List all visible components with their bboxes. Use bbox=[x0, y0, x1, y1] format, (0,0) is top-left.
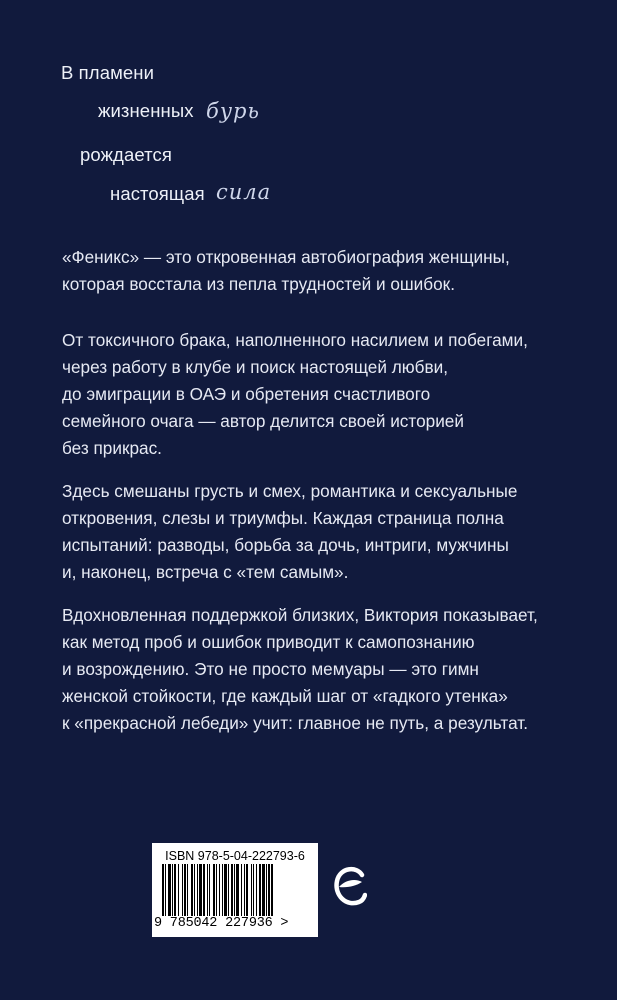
barcode-bar bbox=[191, 864, 193, 916]
publisher-e-logo-icon bbox=[331, 860, 367, 914]
paragraph-1 bbox=[62, 244, 582, 298]
barcode-bar bbox=[207, 864, 208, 916]
barcode-bar bbox=[209, 864, 210, 916]
barcode-bar bbox=[271, 864, 273, 916]
barcode-bar bbox=[194, 864, 195, 916]
paragraph-line: Здесь смешаны грусть и смех, романтика и сексуальные bbox=[62, 481, 518, 501]
tagline-line-3: рождается bbox=[80, 144, 172, 165]
barcode-bar bbox=[178, 864, 179, 916]
paragraph-line: к «прекрасной лебеди» учит: главное не путь, а результат. bbox=[62, 713, 529, 733]
tagline-line-4: настоящая bbox=[110, 183, 205, 204]
barcode-bar bbox=[244, 864, 245, 916]
paragraph-line: и, наконец, встреча с «тем самым». bbox=[62, 562, 349, 582]
barcode-digits: 9 785042 227936 > bbox=[154, 916, 289, 931]
barcode-bar bbox=[241, 864, 242, 916]
barcode-bar bbox=[234, 864, 235, 916]
barcode-bar bbox=[256, 864, 257, 916]
paragraph-line: и возрождению. Это не просто мемуары — это гимн bbox=[62, 659, 479, 679]
barcode-bar bbox=[236, 864, 239, 916]
barcode-bar bbox=[231, 864, 233, 916]
paragraph-line: без прикрас. bbox=[62, 438, 162, 458]
barcode-bar bbox=[251, 864, 252, 916]
barcode-bar bbox=[246, 864, 248, 916]
paragraph-line: Вдохновленная поддержкой близких, Виктория показывает, bbox=[62, 605, 538, 625]
barcode-bar bbox=[262, 864, 265, 916]
barcode-bar bbox=[184, 864, 186, 916]
barcode-bar bbox=[168, 864, 171, 916]
paragraph-4 bbox=[62, 602, 582, 737]
barcode-bar bbox=[199, 864, 202, 916]
barcode-bar bbox=[174, 864, 176, 916]
barcode-bar bbox=[182, 864, 183, 916]
isbn-barcode bbox=[152, 843, 318, 937]
paragraph-line: семейного очага — автор делится своей историей bbox=[62, 411, 464, 431]
tagline-line-2: жизненных bbox=[98, 100, 194, 121]
barcode-bar bbox=[266, 864, 267, 916]
barcode-bar bbox=[162, 864, 164, 916]
barcode-bar bbox=[165, 864, 166, 916]
tagline-line-1: В пламени bbox=[61, 62, 155, 83]
barcode-bar bbox=[203, 864, 205, 916]
paragraph-line: женской стойкости, где каждый шаг от «гадкого утенка» bbox=[62, 686, 508, 706]
paragraph-line: до эмиграции в ОАЭ и обретения счастливого bbox=[62, 384, 431, 404]
barcode-bar bbox=[216, 864, 217, 916]
paragraph-line: откровения, слезы и триумфы. Каждая страница полна bbox=[62, 508, 504, 528]
paragraph-2 bbox=[62, 327, 582, 462]
barcode-bar bbox=[224, 864, 227, 916]
isbn-label: ISBN 978-5-04-222793-6 bbox=[165, 849, 305, 863]
barcode-bar bbox=[172, 864, 173, 916]
paragraph-line: испытаний: разводы, борьба за дочь, интриги, мужчины bbox=[62, 535, 509, 555]
barcode-bar bbox=[213, 864, 215, 916]
paragraph-line: От токсичного брака, наполненного насилием и побегами, bbox=[62, 330, 528, 350]
tagline-script-word-1: бурь bbox=[206, 99, 260, 123]
barcode-bar bbox=[228, 864, 229, 916]
paragraph-3 bbox=[62, 478, 582, 586]
barcode-bar bbox=[197, 864, 198, 916]
barcode-bars bbox=[162, 864, 308, 916]
barcode-bar bbox=[219, 864, 220, 916]
barcode-bar bbox=[259, 864, 261, 916]
barcode-bar bbox=[253, 864, 254, 916]
paragraph-line: как метод проб и ошибок приводит к самопознанию bbox=[62, 632, 475, 652]
paragraph-line: «Феникс» — это откровенная автобиография женщины, bbox=[62, 247, 510, 267]
barcode-bar bbox=[222, 864, 223, 916]
paragraph-line: которая восстала из пепла трудностей и ошибок. bbox=[62, 274, 455, 294]
barcode-bar bbox=[268, 864, 270, 916]
paragraph-line: через работу в клубе и поиск настоящей любви, bbox=[62, 357, 448, 377]
tagline-script-word-2: сила bbox=[216, 180, 272, 204]
barcode-bar bbox=[187, 864, 188, 916]
